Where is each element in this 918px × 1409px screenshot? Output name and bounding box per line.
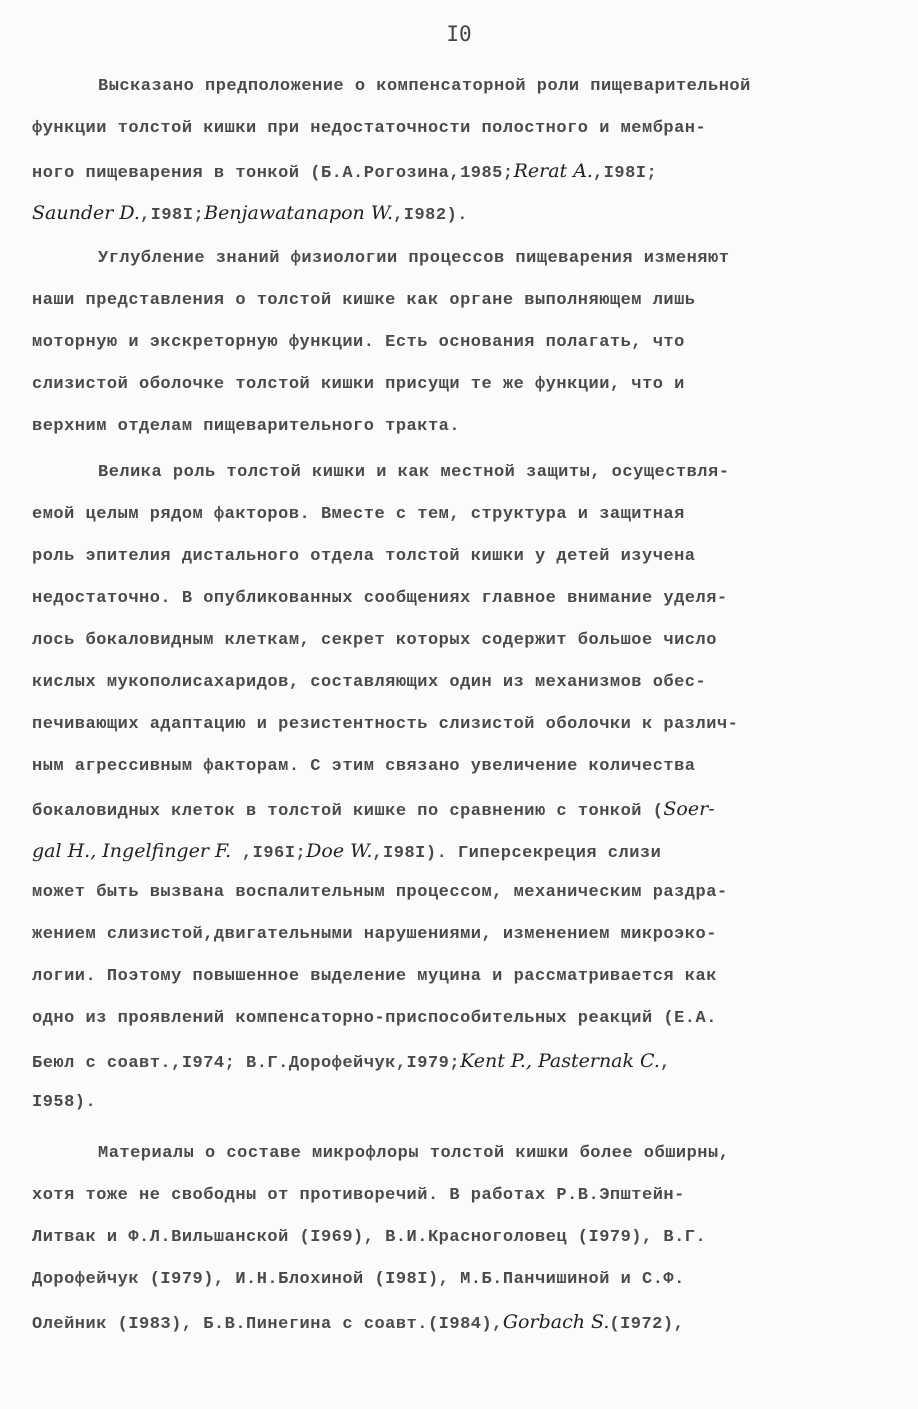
text-line [32,452,882,494]
typed-text: Дорофейчук (I979), И.Н.Блохиной (I98I), М.Б.Панчишиной и С.Ф. [32,1270,685,1289]
typed-text: Материалы о составе микрофлоры толстой кишки более обширны, [98,1144,730,1163]
text-line [32,322,882,364]
typed-text: ным агрессивным факторам. С этим связано увеличение количества [32,757,696,776]
paragraph-2 [32,238,882,448]
typed-text: (I972), [609,1315,685,1334]
text-line [32,66,882,108]
typed-text: жением слизистой,двигательными нарушениями, изменением микроэко- [32,925,717,944]
typed-text: моторную и экскреторную функции. Есть основания полагать, что [32,333,685,352]
text-line [32,704,882,746]
typed-text: Углубление знаний физиологии процессов пищеварения изменяют [98,249,730,268]
typed-text: ного пищеварения в тонкой (Б.А.Рогозина,1985; [32,164,514,183]
typed-text: функции толстой кишки при недостаточности полостного и мембран- [32,119,707,138]
text-line [32,406,882,448]
typed-text: Велика роль толстой кишки и как местной защиты, осуществля- [98,463,730,482]
text-line [32,1301,882,1343]
handwritten-citation: gal H., Ingelfinger F. [32,840,232,862]
typed-text: наши представления о толстой кишке как органе выполняющем лишь [32,291,696,310]
typed-text: ,I982). [393,206,468,225]
text-line [32,536,882,578]
typed-text: хотя тоже не свободны от противоречий. В работах Р.В.Эпштейн- [32,1186,685,1205]
typed-text: ,I98I; [592,164,658,183]
text-line [32,1082,882,1124]
text-line [32,914,882,956]
typed-text: Высказано предположение о компенсаторной роли пищеварительной [98,77,751,96]
typed-text: I958). [32,1093,97,1112]
typed-text: Беюл с соавт.,I974; В.Г.Дорофейчук,I979; [32,1054,461,1073]
text-line [32,578,882,620]
typed-text: емой целым рядом факторов. Вместе с тем, структура и защитная [32,505,685,524]
text-line [32,830,882,872]
typed-text: лось бокаловидным клеткам, секрет которых содержит большое число [32,631,717,650]
handwritten-citation: Gorbach S. [502,1311,610,1333]
text-line [32,998,882,1040]
typed-text: недостаточно. В опубликованных сообщениях главное внимание уделя- [32,589,728,608]
typed-text: , [659,1054,671,1073]
text-line [32,238,882,280]
text-line [32,1175,882,1217]
text-line [32,620,882,662]
typed-text: печивающих адаптацию и резистентность слизистой оболочки к различ- [32,715,739,734]
typed-text: ,I98I). Гиперсекреция слизи [372,844,662,863]
text-line [32,746,882,788]
handwritten-citation: Rerat A. [513,160,593,182]
typed-text: бокаловидных клеток в толстой кишке по сравнению с тонкой ( [32,802,664,821]
handwritten-citation: Kent P., Pasternak C. [460,1050,660,1072]
text-line [32,364,882,406]
typed-text: роль эпителия дистального отдела толстой кишки у детей изучена [32,547,696,566]
typed-text: верхним отделам пищеварительного тракта. [32,417,461,436]
handwritten-citation: Soer- [663,798,715,820]
typed-text: слизистой оболочке толстой кишки присущи те же функции, что и [32,375,685,394]
typed-text: одно из проявлений компенсаторно-приспособительных реакций (Е.А. [32,1009,717,1028]
typed-text: может быть вызвана воспалительным процессом, механическим раздра- [32,883,728,902]
text-line [32,956,882,998]
paragraph-4 [32,1133,882,1343]
typed-text: Олейник (I983), Б.В.Пинегина с соавт.(I984), [32,1315,503,1334]
text-line [32,662,882,704]
paragraph-1 [32,66,882,234]
text-line [32,1040,882,1082]
text-line [32,1133,882,1175]
text-line [32,872,882,914]
typed-text: ,I98I; [139,206,205,225]
text-line [32,1259,882,1301]
handwritten-citation: Doe W. [306,840,373,862]
handwritten-citation: Benjawatanapon W. [204,202,394,224]
text-line [32,108,882,150]
typed-text: ,I96I; [231,844,307,863]
text-line [32,280,882,322]
handwritten-citation: Saunder D. [32,202,140,224]
text-line [32,1217,882,1259]
page-number: I0 [446,22,472,46]
text-line [32,494,882,536]
paragraph-3 [32,452,882,1124]
typed-text: логии. Поэтому повышенное выделение муцина и рассматривается как [32,967,717,986]
typed-text: кислых мукополисахаридов, составляющих один из механизмов обес- [32,673,707,692]
text-line [32,150,882,192]
typed-text: Литвак и Ф.Л.Вильшанской (I969), В.И.Красноголовец (I979), В.Г. [32,1228,707,1247]
text-line [32,788,882,830]
text-line [32,192,882,234]
